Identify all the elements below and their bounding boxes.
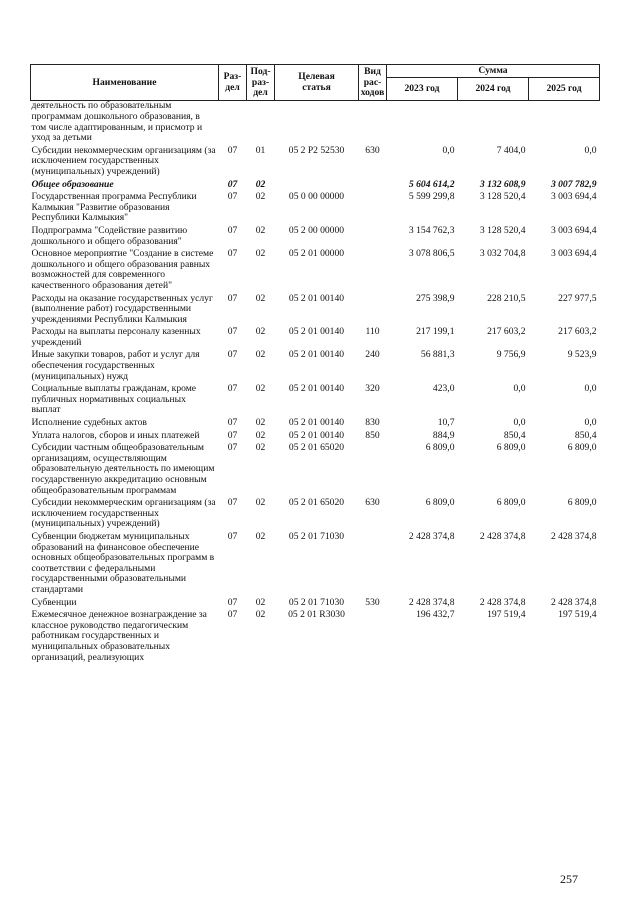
cell-vid: 630 [365,144,380,156]
table-row [31,325,600,348]
cell-y2023: 5 599 299,8 [408,191,455,203]
table-header [31,65,600,101]
cell-y2024: 9 756,9 [496,349,526,361]
cell-y2025: 227 977,5 [558,292,597,304]
cell-y2023: 56 881,3 [420,349,455,361]
table-row [31,429,600,442]
cell-y2025: 3 003 694,4 [550,248,597,260]
cell-target: 05 2 01 65020 [288,442,345,454]
cell-podrazdel: 02 [255,191,266,203]
cell-y2024: 0,0 [513,383,526,395]
cell-target [275,101,359,144]
cell-y2023: 196 432,7 [416,609,455,621]
cell-y2023: 884,9 [432,429,455,441]
header-razdel [219,65,247,101]
cell-name: Общее образование [31,178,114,190]
cell-y2023 [387,101,458,144]
cell-vid [359,608,387,663]
cell-y2023: 217 199,1 [416,326,455,338]
page-number: 257 [560,872,578,886]
table-row [31,382,600,416]
cell-y2025: 2 428 374,8 [550,596,597,608]
table-body [31,101,600,663]
cell-y2024: 6 809,0 [496,442,526,454]
cell-razdel: 07 [227,292,238,304]
cell-y2024: 3 132 608,9 [479,178,526,190]
cell-target: 05 2 01 71030 [288,530,345,542]
cell-y2023: 2 428 374,8 [408,596,455,608]
cell-podrazdel: 02 [255,349,266,361]
table-row [31,101,600,144]
table-row [31,178,600,191]
cell-vid [359,224,387,247]
cell-y2025: 0,0 [584,417,597,429]
cell-razdel: 07 [227,224,238,236]
cell-vid: 830 [365,417,380,429]
header-podrazdel-text: Под- раз- дел [250,66,271,98]
table-row [31,441,600,496]
cell-podrazdel: 02 [255,530,266,542]
cell-y2025: 0,0 [584,383,597,395]
cell-y2023: 6 809,0 [425,497,455,509]
table-row [31,348,600,382]
cell-name: Подпрограмма "Содействие развитию дошкольного и общего образования" [31,224,188,247]
table-row [31,144,600,178]
cell-y2025: 3 007 782,9 [550,178,597,190]
cell-podrazdel: 02 [255,497,266,509]
cell-target: 05 2 01 71030 [288,596,345,608]
cell-name: Исполнение судебных актов [31,417,147,429]
cell-y2023: 275 398,9 [416,292,455,304]
cell-target: 05 0 00 00000 [288,191,345,203]
cell-vid [359,292,387,326]
cell-target: 05 2 01 65020 [288,497,345,509]
cell-razdel: 07 [227,144,238,156]
cell-razdel: 07 [227,429,238,441]
cell-y2023: 0,0 [442,144,455,156]
cell-target: 05 2 01 00140 [288,292,345,304]
cell-y2024: 228 210,5 [487,292,526,304]
cell-razdel: 07 [227,497,238,509]
cell-y2024: 3 128 520,4 [479,224,526,236]
cell-razdel: 07 [227,530,238,542]
header-2024: 2024 год [458,78,529,101]
cell-name: Субвенции бюджетам муниципальных образований на финансовое обеспечение основных общеобразовательных программ в соответствии с федеральными государственными образовательными стандартами [31,530,215,595]
cell-vid: 110 [365,326,380,338]
table-row [31,416,600,429]
table-row [31,496,600,530]
cell-vid: 530 [365,596,380,608]
cell-vid [359,530,387,596]
cell-y2024 [458,101,529,144]
cell-podrazdel: 02 [255,248,266,260]
cell-podrazdel: 02 [255,429,266,441]
cell-y2025: 9 523,9 [567,349,597,361]
table-row [31,190,600,224]
cell-razdel: 07 [227,442,238,454]
cell-podrazdel: 02 [255,442,266,454]
cell-target: 05 2 01 00140 [288,417,345,429]
table-row [31,596,600,609]
cell-y2023: 3 154 762,3 [408,224,455,236]
cell-y2025: 6 809,0 [567,497,597,509]
cell-vid: 630 [365,497,380,509]
budget-table [30,64,600,663]
cell-y2023: 2 428 374,8 [408,530,455,542]
header-2025: 2025 год [529,78,600,101]
cell-name: Государственная программа Республики Калмыкия "Развитие образования Республики Калмыкия" [31,191,197,224]
cell-y2024: 3 128 520,4 [479,191,526,203]
table-row [31,224,600,247]
cell-vid [359,101,387,144]
cell-name: Субсидии частным общеобразовательным организациям, осуществляющим образовательную деятельность по имеющим государственную аккредитацию основным общеобразовательным программам [31,442,215,496]
cell-podrazdel: 02 [255,383,266,395]
cell-name: Расходы на выплаты персоналу казенных учреждений [31,326,201,348]
cell-podrazdel: 02 [255,224,266,236]
header-target [275,65,359,101]
cell-y2024: 0,0 [513,417,526,429]
table-row [31,292,600,326]
cell-y2025: 850,4 [574,429,597,441]
cell-razdel: 07 [227,178,238,190]
cell-y2023: 6 809,0 [425,442,455,454]
table-row [31,530,600,596]
cell-y2025: 0,0 [584,144,597,156]
cell-target: 05 2 01 R3030 [288,609,345,621]
cell-target: 05 2 00 00000 [288,224,345,236]
cell-y2023: 3 078 806,5 [408,248,455,260]
cell-y2024: 850,4 [503,429,526,441]
cell-name: Субсидии некоммерческим организациям (за исключением государственных (муниципальных) учреждений) [31,497,216,530]
cell-podrazdel: 02 [255,596,266,608]
cell-target: 05 2 Р2 52530 [288,144,345,156]
header-vid [359,65,387,101]
cell-razdel [219,101,247,144]
cell-name: Ежемесячное денежное вознаграждение за классное руководство педагогическим работникам государственных и муниципальных образовательных организаций, реализующих [31,609,207,663]
cell-name: Основное мероприятие "Создание в системе дошкольного и общего образования равных возможностей для современного качественного образования детей" [31,248,214,291]
cell-name: Субвенции [31,596,77,608]
cell-name: Иные закупки товаров, работ и услуг для обеспечения государственных (муниципальных) нужд [31,349,200,382]
cell-y2023: 10,7 [437,417,455,429]
cell-podrazdel: 02 [255,417,266,429]
cell-y2024: 2 428 374,8 [479,596,526,608]
cell-name: Субсидии некоммерческим организациям (за исключением государственных (муниципальных) учреждений) [31,144,216,177]
cell-vid: 320 [365,383,380,395]
cell-y2025: 3 003 694,4 [550,191,597,203]
cell-target [275,178,359,191]
cell-y2024: 7 404,0 [496,144,526,156]
cell-y2024: 197 519,4 [487,609,526,621]
cell-name: деятельность по образовательным программам дошкольного образования, в том числе адаптированным, и присмотр и уход за детьми [31,100,203,144]
cell-razdel: 07 [227,349,238,361]
cell-vid [359,441,387,496]
cell-razdel: 07 [227,596,238,608]
cell-razdel: 07 [227,191,238,203]
header-name: Наименование [31,65,219,101]
cell-target: 05 2 01 00000 [288,248,345,260]
cell-target: 05 2 01 00140 [288,326,345,338]
cell-razdel: 07 [227,326,238,338]
cell-razdel: 07 [227,609,238,621]
cell-target: 05 2 01 00140 [288,383,345,395]
header-2023: 2023 год [387,78,458,101]
cell-y2025: 197 519,4 [558,609,597,621]
cell-y2025: 2 428 374,8 [550,530,597,542]
cell-vid [359,178,387,191]
header-razdel-text: Раз- дел [223,71,242,93]
cell-y2024: 2 428 374,8 [479,530,526,542]
cell-y2023: 423,0 [432,383,455,395]
cell-razdel: 07 [227,417,238,429]
cell-vid [359,190,387,224]
cell-podrazdel: 02 [255,292,266,304]
cell-name: Расходы на оказание государственных услуг (выполнение работ) государственными учреждениями Республики Калмыкия [31,292,213,325]
cell-y2024: 3 032 704,8 [479,248,526,260]
table-row [31,608,600,663]
cell-name: Социальные выплаты гражданам, кроме публичных нормативных социальных выплат [31,383,197,416]
header-target-text: Целевая статья [298,71,335,93]
cell-y2023: 5 604 614,2 [408,178,455,190]
cell-vid: 240 [365,349,380,361]
cell-y2025: 6 809,0 [567,442,597,454]
cell-y2025: 3 003 694,4 [550,224,597,236]
header-summa: Сумма [387,65,600,78]
cell-podrazdel: 02 [255,326,266,338]
header-vid-text: Вид рас- ходов [360,66,385,98]
cell-vid [359,247,387,291]
cell-name: Уплата налогов, сборов и иных платежей [31,429,200,441]
cell-podrazdel: 01 [255,144,266,156]
cell-razdel: 07 [227,248,238,260]
cell-target: 05 2 01 00140 [288,349,345,361]
cell-y2025: 217 603,2 [558,326,597,338]
cell-podrazdel [247,101,275,144]
cell-podrazdel: 02 [255,609,266,621]
cell-vid: 850 [365,429,380,441]
cell-podrazdel: 02 [255,178,266,190]
table-row [31,247,600,291]
header-podrazdel [247,65,275,101]
cell-target: 05 2 01 00140 [288,429,345,441]
cell-y2025 [529,101,600,144]
cell-y2024: 6 809,0 [496,497,526,509]
cell-razdel: 07 [227,383,238,395]
cell-y2024: 217 603,2 [487,326,526,338]
